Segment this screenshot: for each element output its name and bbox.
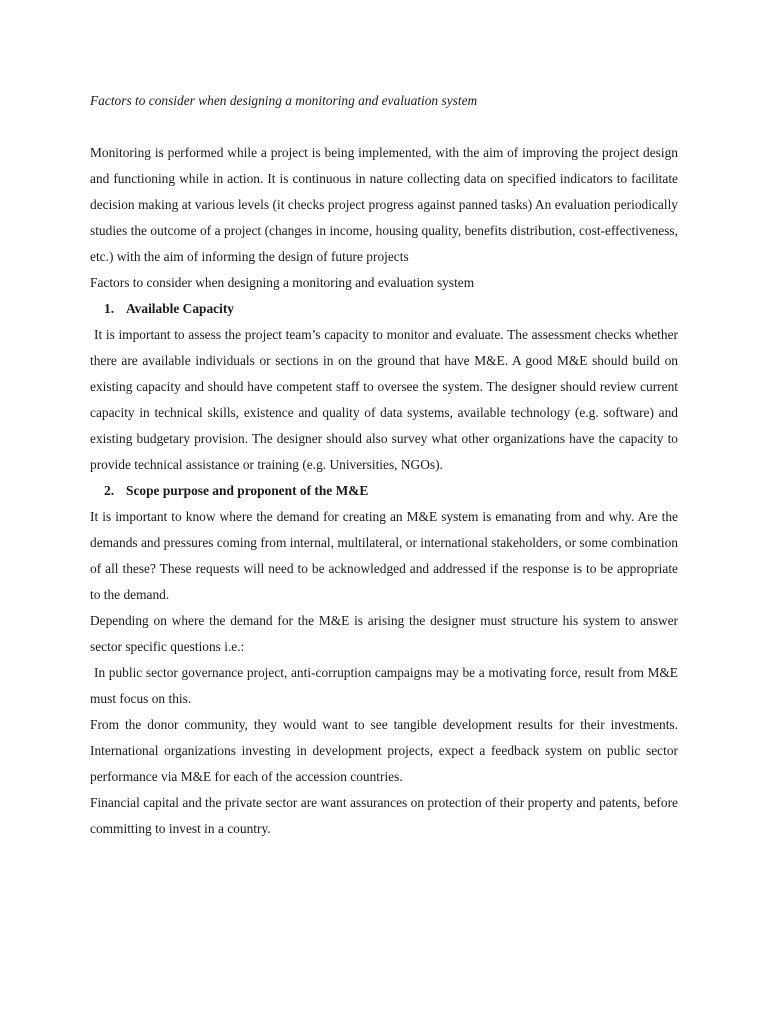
document-body [90,140,678,842]
heading-available-capacity [90,296,678,322]
paragraph-capacity: It is important to assess the project team’s capacity to monitor and evaluate. The assessment checks whether there are available individuals or sections in on the ground that have M&E. A good M&E should build on existing capacity and should have competent staff to oversee the system. The designer should review current capacity in technical skills, existence and quality of data systems, available technology (e.g. software) and existing budgetary provision. The designer should also survey what other organizations have the capacity to provide technical assistance or training (e.g. Universities, NGOs). [90,327,678,472]
heading-scope-purpose [90,478,678,504]
paragraph-financial: Financial capital and the private sector are want assurances on protection of their property and patents, before committing to invest in a country. [90,795,678,836]
heading-number: 2. [104,483,115,498]
heading-number: 1. [104,301,115,316]
document-title: Factors to consider when designing a monitoring and evaluation system [90,93,478,108]
paragraph-scope: It is important to know where the demand for creating an M&E system is emanating from and why. Are the demands and pressures coming from internal, multilateral, or international stakeholders, or some combination of all these? These requests will need to be acknowledged and addressed if the response is to be appropriate to the demand. [90,509,678,602]
heading-text: Scope purpose and proponent of the M&E [126,483,369,498]
paragraph-public-sector: In public sector governance project, anti-corruption campaigns may be a motivating force, result from M&E must focus on this. [90,665,678,706]
paragraph-lead: Factors to consider when designing a monitoring and evaluation system [90,275,475,290]
paragraph-depending: Depending on where the demand for the M&E is arising the designer must structure his system to answer sector specific questions i.e.: [90,613,678,654]
paragraph-intro: Monitoring is performed while a project is being implemented, with the aim of improving the project design and functioning while in action. It is continuous in nature collecting data on specified indicators to facilitate decision making at various levels (it checks project progress against panned tasks) An evaluation periodically studies the outcome of a project (changes in income, housing quality, benefits distribution, cost-effectiveness, etc.) with the aim of informing the design of future projects [90,145,678,264]
paragraph-donor: From the donor community, they would want to see tangible development results for their investments. International organizations investing in development projects, expect a feedback system on public sector performance via M&E for each of the accession countries. [90,717,678,784]
heading-text: Available Capacity [126,301,234,316]
